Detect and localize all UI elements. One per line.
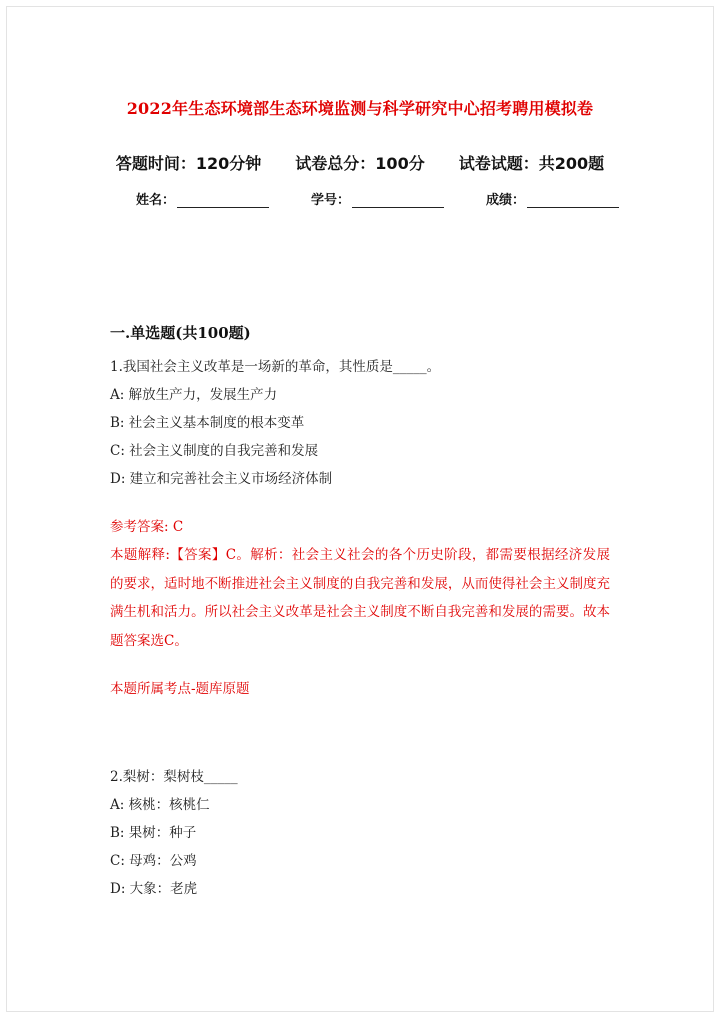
student-id-field xyxy=(311,189,444,208)
question-1 xyxy=(110,353,610,703)
name-label: 姓名： xyxy=(136,193,176,208)
reference-answer: 参考答案: C xyxy=(110,519,184,535)
student-info xyxy=(136,189,619,208)
score-blank xyxy=(527,193,619,208)
option-d: D: 建立和完善社会主义市场经济体制 xyxy=(110,471,333,487)
option-d: D: 大象：老虎 xyxy=(110,881,198,897)
student-id-blank xyxy=(352,193,444,208)
option-c: C: 社会主义制度的自我完善和发展 xyxy=(110,443,319,459)
option-a: A: 核桃：核桃仁 xyxy=(110,797,210,813)
option-a: A: 解放生产力，发展生产力 xyxy=(110,387,278,403)
exam-content xyxy=(110,322,610,903)
answer-explanation: 本题解释:【答案】C。解析：社会主义社会的各个历史阶段，都需要根据经济发展的要求，适时地不断推进社会主义制度的自我完善和发展，从而使得社会主义制度充满生机和活力。所以社会主义改革是社会主义制度不断自我完善和发展的需要。故本题答案选C。 xyxy=(110,547,610,649)
question-source: 本题所属考点-题库原题 xyxy=(110,681,250,697)
exam-title: 2022年生态环境部生态环境监测与科学研究中心招考聘用模拟卷 xyxy=(126,99,594,118)
question-2 xyxy=(110,763,610,903)
question-stem: 2.梨树：梨树枝_____ xyxy=(110,769,238,785)
answer-block xyxy=(110,513,610,655)
exam-meta xyxy=(0,151,720,174)
exam-time: 答题时间：120分钟 xyxy=(115,154,262,173)
score-label: 成绩： xyxy=(486,193,526,208)
exam-total-score: 试卷总分：100分 xyxy=(295,154,425,173)
option-b: B: 果树：种子 xyxy=(110,825,197,841)
student-id-label: 学号： xyxy=(311,193,351,208)
option-c: C: 母鸡：公鸡 xyxy=(110,853,197,869)
option-b: B: 社会主义基本制度的根本变革 xyxy=(110,415,305,431)
score-field xyxy=(486,189,619,208)
exam-question-count: 试卷试题：共200题 xyxy=(458,154,605,173)
name-blank xyxy=(177,193,269,208)
section-heading: 一.单选题(共100题) xyxy=(110,324,251,342)
name-field xyxy=(136,189,269,208)
question-stem: 1.我国社会主义改革是一场新的革命，其性质是_____。 xyxy=(110,359,441,375)
